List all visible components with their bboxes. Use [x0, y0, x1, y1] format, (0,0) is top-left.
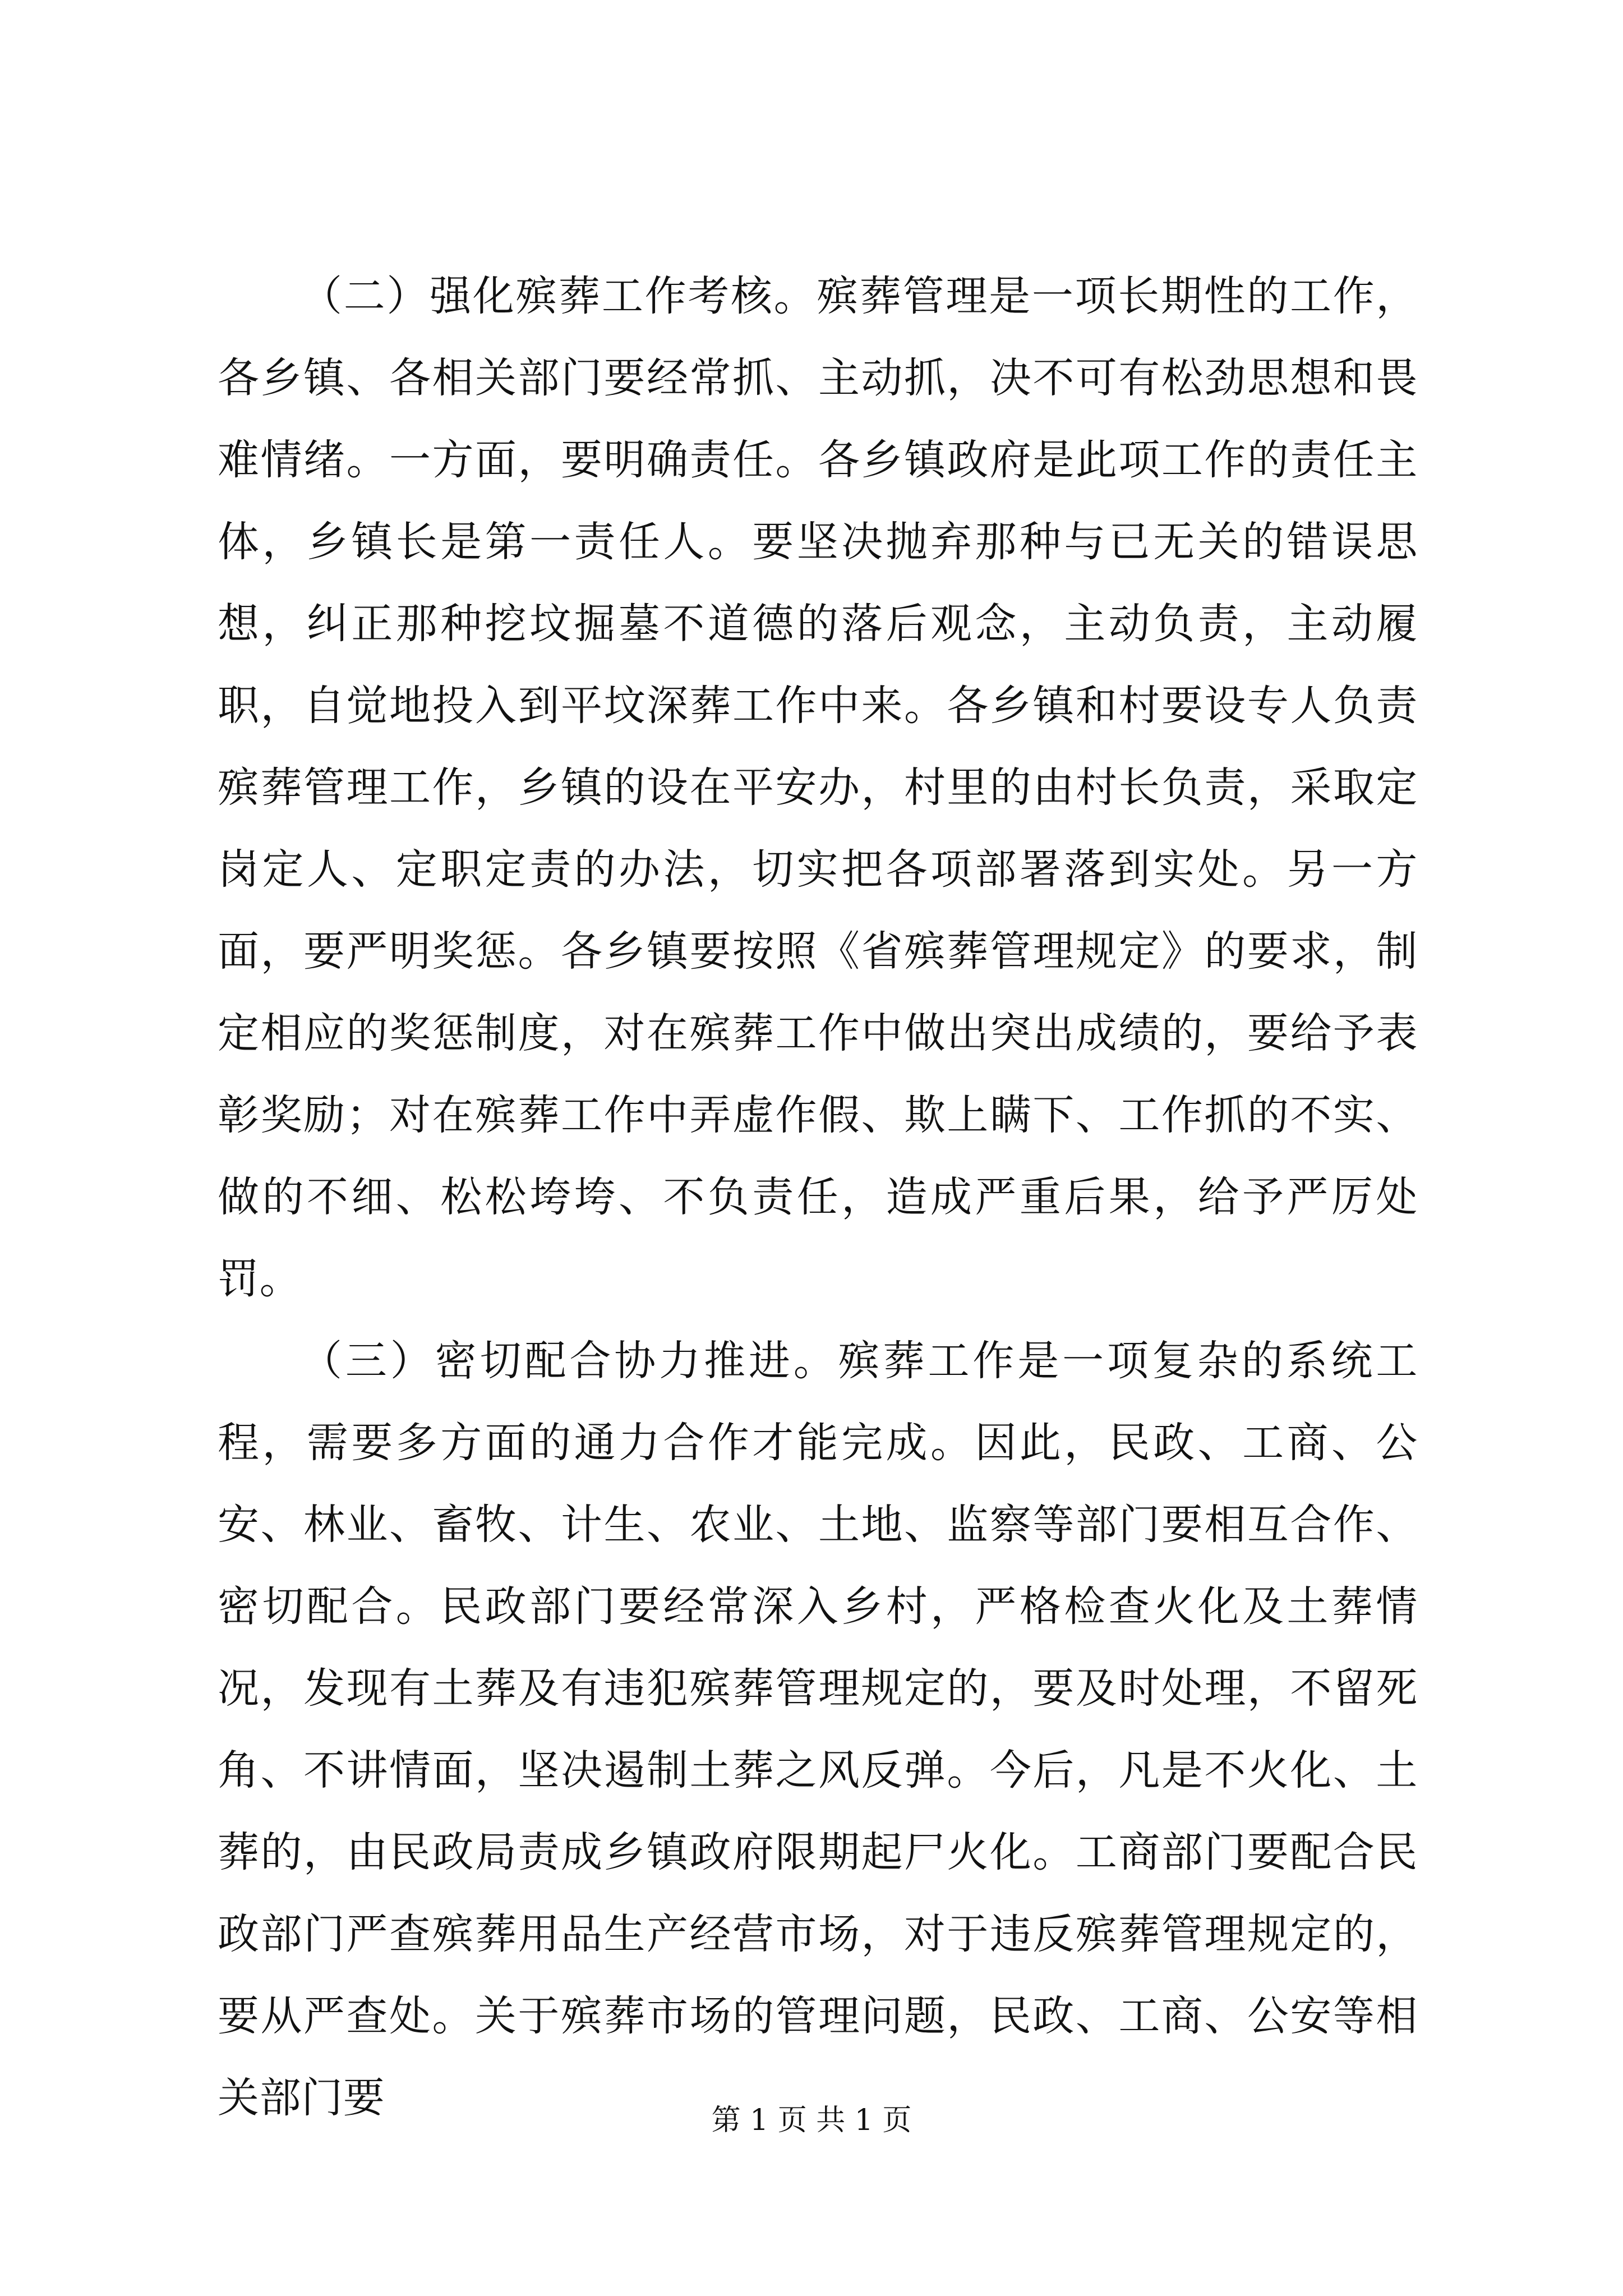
paragraph-department-cooperation: （三）密切配合协力推进。殡葬工作是一项复杂的系统工程，需要多方面的通力合作才能完成。因此，民政、工商、公安、林业、畜牧、计生、农业、土地、监察等部门要相互合作、密切配合。民政部门要经常深入乡村，严格检查火化及土葬情况，发现有土葬及有违犯殡葬管理规定的，要及时处理，不留死角、不讲情面，坚决遏制土葬之风反弹。今后，凡是不火化、土葬的，由民政局责成乡镇政府限期起尸火化。工商部门要配合民政部门严查殡葬用品生产经营市场，对于违反殡葬管理规定的，要从严查处。关于殡葬市场的管理问题，民政、工商、公安等相关部门要	[218, 1337, 1418, 2122]
paragraph-funeral-assessment: （二）强化殡葬工作考核。殡葬管理是一项长期性的工作，各乡镇、各相关部门要经常抓、主动抓，决不可有松劲思想和畏难情绪。一方面，要明确责任。各乡镇政府是此项工作的责任主体，乡镇长是第一责任人。要坚决抛弃那种与已无关的错误思想，纠正那种挖坟掘墓不道德的落后观念，主动负责，主动履职，自觉地投入到平坟深葬工作中来。各乡镇和村要设专人负责殡葬管理工作，乡镇的设在平安办，村里的由村长负责，采取定岗定人、定职定责的办法，切实把各项部署落到实处。另一方面，要严明奖惩。各乡镇要按照《省殡葬管理规定》的要求，制定相应的奖惩制度，对在殡葬工作中做出突出成绩的，要给予表彰奖励；对在殡葬工作中弄虚作假、欺上瞒下、工作抓的不实、做的不细、松松垮垮、不负责任，造成严重后果，给予严厉处罚。	[218, 272, 1418, 1303]
page-footer: 第 1 页 共 1 页	[711, 2104, 912, 2137]
document-body	[218, 255, 1418, 2139]
